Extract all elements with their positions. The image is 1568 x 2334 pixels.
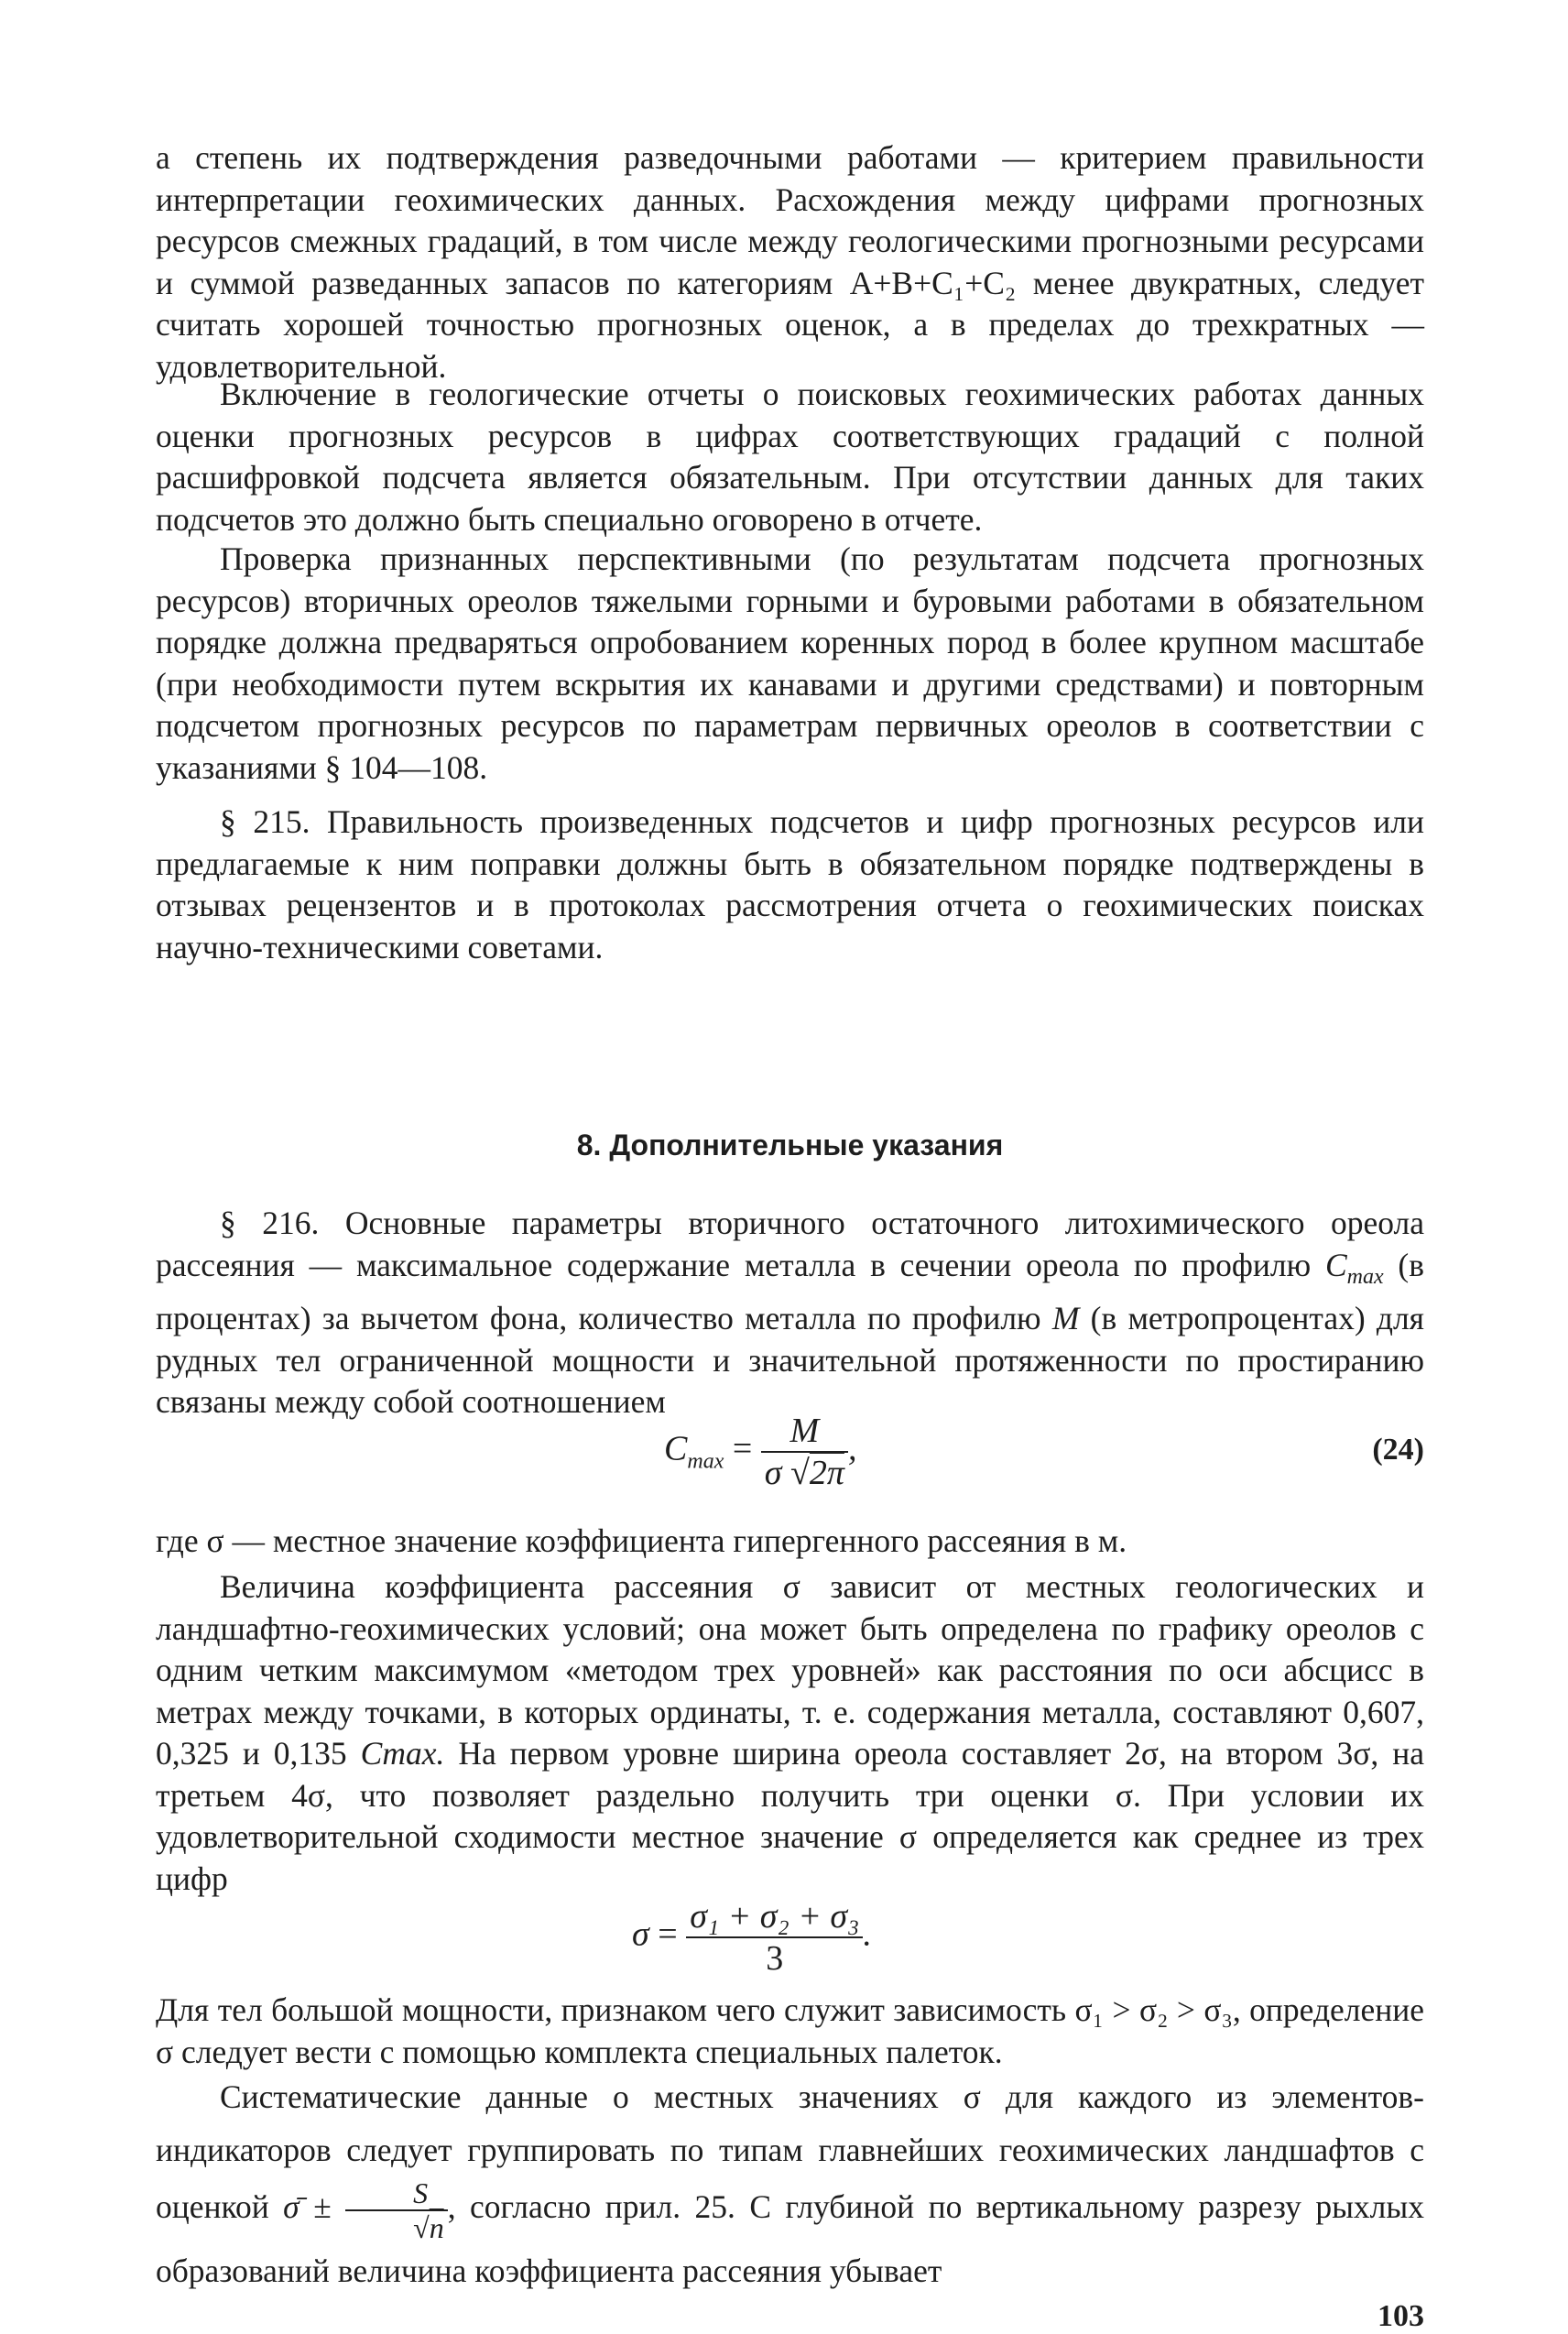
paragraph-215: § 215. Правильность произведенных подсчетов и цифр прогнозных ресурсов или предлагаемые к ним поправки должны быть в обязательном порядке подтверждены в отзывах рецензентов и в протоколах рассмотрения отчета о геохимических поисках научно-техническими советами.	[156, 803, 1424, 965]
equation-number: (24)	[1372, 1433, 1424, 1467]
paragraph-palettes: Для тел большой мощности, признаком чего служит зависимость σ₁ > σ₂ > σ₃, определение σ следует вести с помощью комплекта специальных палеток.	[156, 1991, 1424, 2070]
paragraph-2: Включение в геологические отчеты о поисковых геохимических работах данных оценки прогнозных ресурсов в цифрах соответствующих градаций с полной расшифровкой подсчета является обязательным. При отсутствии данных для таких подсчетов это должно быть специально оговорено в отчете.	[156, 376, 1424, 538]
cmax-symbol: $C_{max}$	[1324, 1246, 1384, 1289]
paragraph-3: Проверка признанных перспективными (по результатам подсчета прогнозных ресурсов) вторичных ореолов тяжелыми горными и буровыми работами в обязательном порядке должна предваряться опробованием коренных пород в более крупном масштабе (при необходимости путем вскрытия их канавами и другими средствами) и повторным подсчетом прогнозных ресурсов по параметрам первичных ореолов в соответствии с указаниями § 104—108.	[156, 540, 1424, 786]
paragraph-scattering: Величина коэффициента рассеяния σ зависит от местных геологических и ландшафтно-геохимических условий; она может быть определена по графику ореолов с одним четким максимумом «методом трех уровней» как расстояния по оси абсцисс в метрах между точками, в которых ординаты, т. е. содержания металла, составляют 0,607, 0,325 и 0,135 Cmax. На первом уровне ширина ореола составляет 2σ, на втором 3σ, на третьем 4σ, что позволяет раздельно получить три оценки σ. При условии их удовлетворительной сходимости местное значение σ определяется как среднее из трех цифр	[156, 1568, 1425, 1897]
paragraph-sigma-def: где σ — местное значение коэффициента гипергенного рассеяния в м.	[156, 1522, 1127, 1559]
paragraph-216: § 216. Основные параметры вторичного остаточного литохимического ореола рассеяния — максимальное содержание металла в сечении ореола по профилю $C_{max}$ (в процентах) за вычетом фона, количество металла по профилю M (в метропроцентах) для рудных тел ограниченной мощности и значительной протяженности по простиранию связаны между собой соотношением	[156, 1205, 1425, 1421]
m-symbol: M	[1051, 1300, 1080, 1337]
paragraph-systematic: Систематические данные о местных значениях σ для каждого из элементов-индикаторов следует группировать по типам главнейших геохимических ландшафтов с оценкой σ̄ ± $\frac{S}{√n}$ , согласно прил. 25. С глубиной по вертикальному разрезу рыхлых образований величина коэффициента рассеяния убывает	[156, 2078, 1424, 2289]
page-number: 103	[1377, 2299, 1424, 2333]
estimate-formula: σ̄ ± $\frac{S}{√n}$	[283, 2188, 448, 2225]
section-heading: 8. Дополнительные указания	[576, 1129, 1004, 1162]
paragraph-1: а степень их подтверждения разведочными работами — критерием правильности интерпретации геохимических данных. Расхождения между цифрами прогнозных ресурсов смежных градаций, в том числе между геологическими прогнозными ресурсами и суммой разведанных запасов по категориям A+B+C₁+C₂ менее двукратных, следует считать хорошей точностью прогнозных оценок, а в пределах до трехкратных — удовлетворительной.	[156, 139, 1424, 385]
cmax-inline: Cmax.	[360, 1735, 445, 1772]
formula-fraction: $\frac{M}{\sigma √2\pi}$	[761, 1411, 848, 1493]
